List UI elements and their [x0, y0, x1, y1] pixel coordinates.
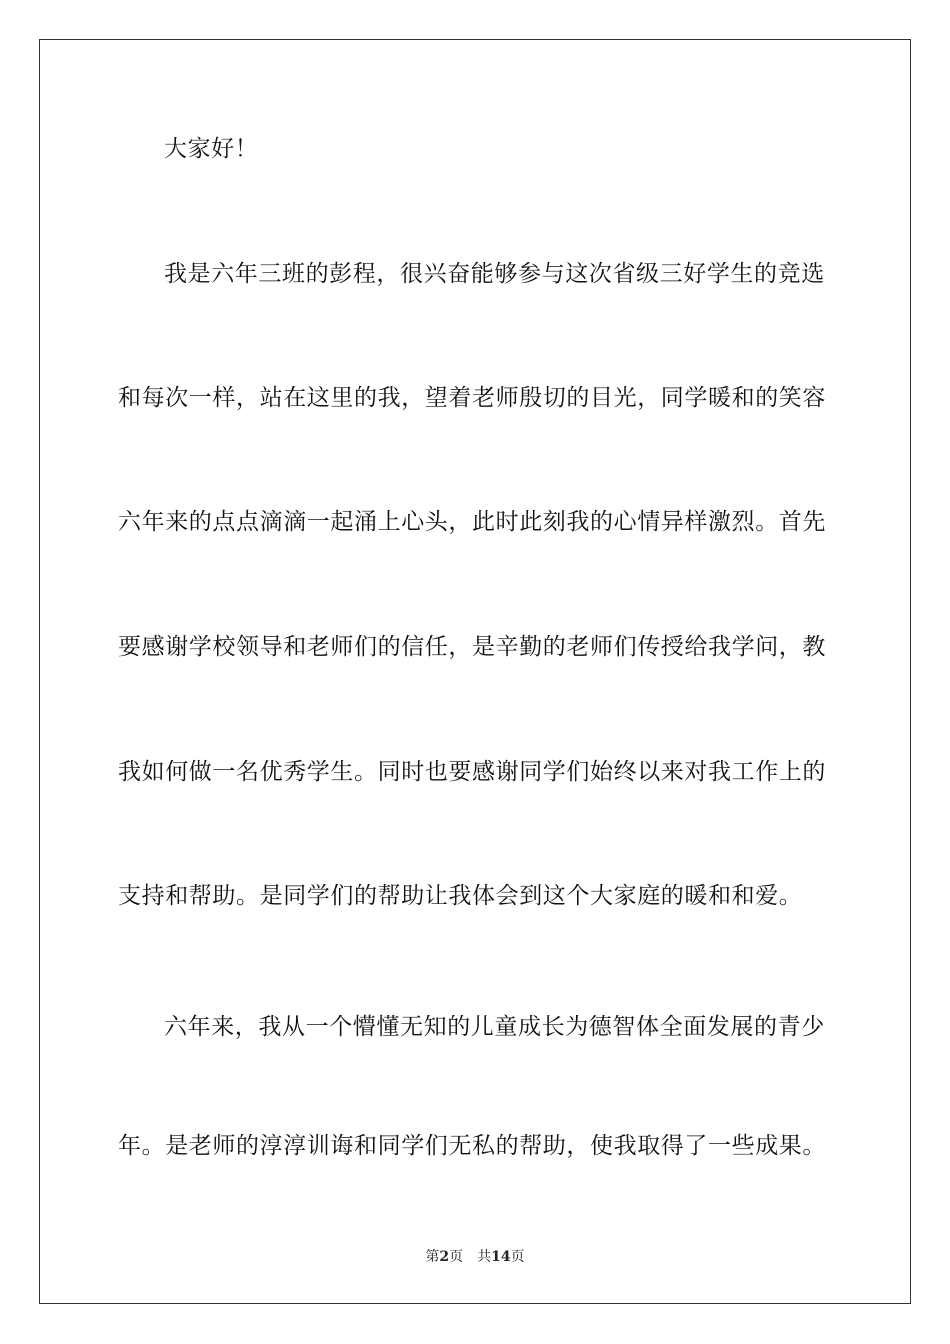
page-total: 14 — [491, 1249, 511, 1265]
paragraph-line-4: 要感谢学校领导和老师们的信任，是辛勤的老师们传授给我学问，教 — [118, 634, 826, 660]
paragraph-line-6: 支持和帮助。是同学们的帮助让我体会到这个大家庭的暖和和爱。 — [118, 883, 803, 909]
page-label-prefix: 第 — [425, 1249, 440, 1265]
paragraph-line-8: 年。是老师的淳淳训诲和同学们无私的帮助，使我取得了一些成果。 — [118, 1133, 826, 1159]
total-label-prefix: 共 — [477, 1249, 492, 1265]
page-footer — [0, 1248, 950, 1266]
page-number: 2 — [439, 1249, 450, 1265]
page-label-suffix: 页 — [449, 1249, 464, 1265]
paragraph-line-2: 和每次一样，站在这里的我，望着老师殷切的目光，同学暖和的笑容 — [118, 385, 826, 411]
paragraph-line-7: 六年来，我从一个懵懂无知的儿童成长为德智体全面发展的青少 — [164, 1014, 825, 1040]
paragraph-line-3: 六年来的点点滴滴一起涌上心头，此时此刻我的心情异样激烈。首先 — [118, 509, 826, 535]
page-border — [39, 39, 911, 1304]
total-label-suffix: 页 — [510, 1249, 525, 1265]
paragraph-line-1: 我是六年三班的彭程，很兴奋能够参与这次省级三好学生的竞选 — [164, 261, 825, 287]
paragraph-line-5: 我如何做一名优秀学生。同时也要感谢同学们始终以来对我工作上的 — [118, 759, 826, 785]
greeting-line: 大家好！ — [164, 136, 259, 162]
